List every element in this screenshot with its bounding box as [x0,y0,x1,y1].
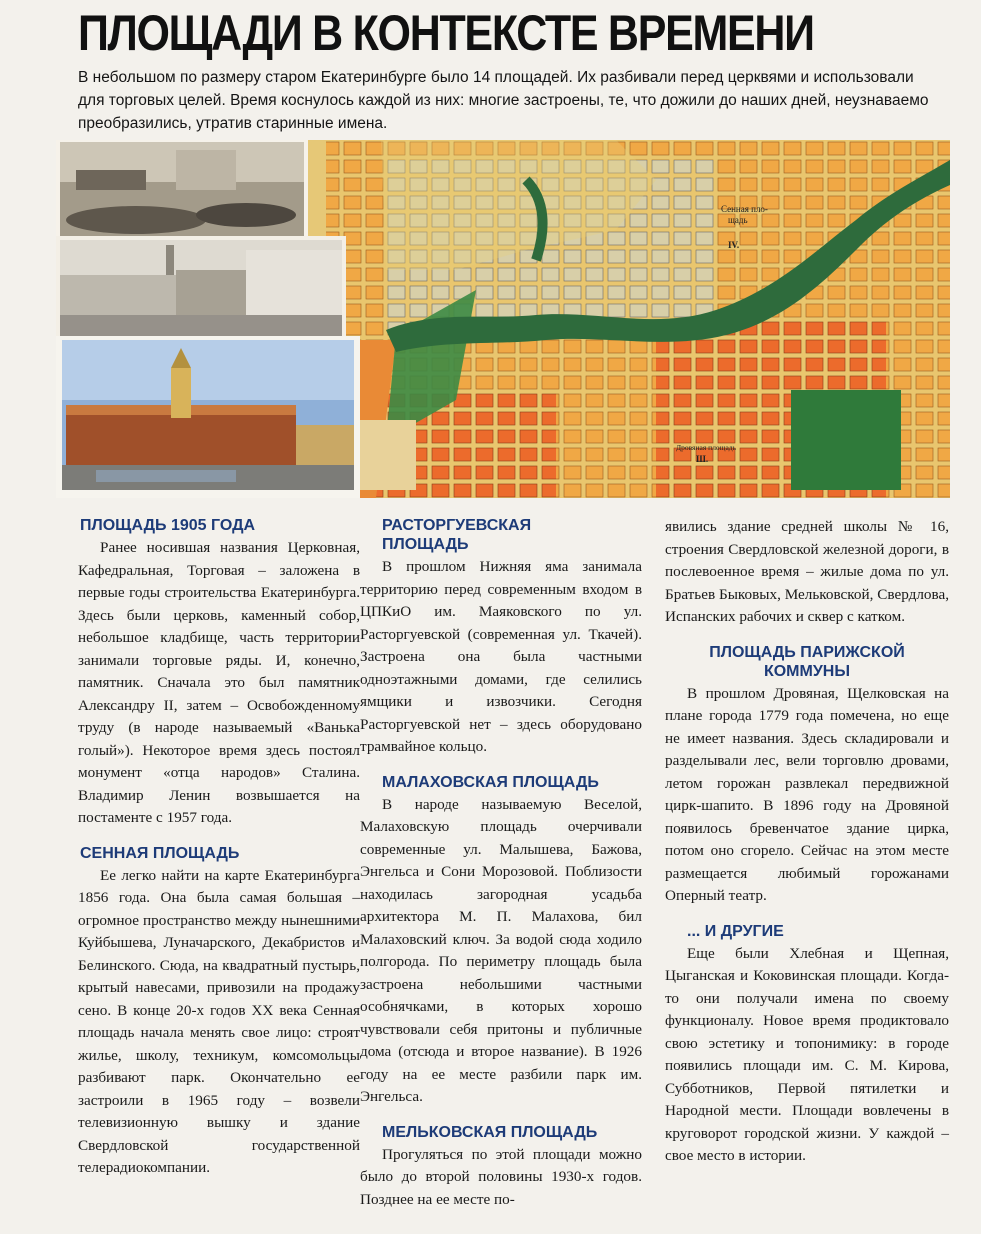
map-label-sennaya: Сенная пло- [721,204,768,214]
lead-paragraph: В небольшом по размеру старом Екатеринбурге было 14 площадей. Их разбивали перед церквями и использовали для торговых целей. Время коснулось каждой из них: многие застроены, те, что дожили до наших дней, неузнаваемо преобразились, утратив старинные имена. [78,69,929,132]
text-square-1905: Ранее носившая названия Церковная, Кафедральная, Торговая – заложена в первые годы строительства Екатеринбурга. Здесь были церковь, каменный собор, небольшое кладбище, часть территории занимали торговые ряды. И, конечно, памятник. Сначала это был памятник Александру II, затем – Освобожденному труду (в народе называемый «Ванька голый»). Некоторое время здесь постоял монумент «отца народов» Сталина. Владимир Ленин возвышается на постаменте с 1957 года. [78,539,360,826]
map-label-lower: Дровяная площадь [676,443,737,452]
map-label-roman-iii: Ш. [696,454,709,464]
heading-melkov: МЕЛЬКОВСКАЯ ПЛОЩАДЬ [382,1123,598,1141]
heading-others: ... И ДРУГИЕ [687,922,784,940]
map-label-roman-iv: IV. [728,240,740,250]
heading-malakhov: МАЛАХОВСКАЯ ПЛОЩАДЬ [382,773,599,791]
text-others: Еще были Хлебная и Щепная, Цыганская и Коковинская площади. Когда-то они получали имена по своему функционалу. Новое время продиктовало свою эстетику и топонимику: в городе появились площади им. С. М. Кирова, Субботников, Первой пятилетки и Народной мести. Площади вовлечены в круговорот городской жизни. У каждой – свое место в истории. [665,944,949,1164]
administration-building-photo [56,336,360,498]
text-melkov: Прогуляться по этой площади можно было до второй половины 1930-х годов. Позднее на ее месте по- [360,1145,642,1208]
text-paris-commune: В прошлом Дровяная, Щелковская на плане города 1779 года помечена, но еще не имеет названия. Здесь складировали и разделывали лес, вели торговлю дровами, летом горожан развлекал передвижной цирк-шапито. В 1896 году на Дровяной появилось бревенчатое здание цирка, потом оно сгорело. Сейчас на этом месте размещается любимый горожанами Оперный театр. [665,684,949,904]
heading-rastorguev: РАСТОРГУЕВСКАЯ ПЛОЩАДЬ [382,517,532,553]
column-1 [78,516,360,1194]
section-paris-commune [665,643,949,908]
heading-paris-commune: ПЛОЩАДЬ ПАРИЖСКОЙ КОММУНЫ [709,643,905,680]
section-rastorguev [360,516,642,759]
heading-square-1905: ПЛОЩАДЬ 1905 ГОДА [80,517,256,534]
section-others [665,922,949,1168]
section-melkov [360,1123,642,1212]
text-rastorguev: В прошлом Нижняя яма занимала территорию перед современным входом в ЦПКиО им. Маяковского по ул. Расторгуевской (современная ул. Ткачей). Застроена она была частными одноэтажными домами, где селились ямщики и извозчики. Сегодня Расторгуевской нет – здесь оборудовано трамвайное кольцо. [360,558,642,755]
section-melkov-continued [665,516,949,629]
page-title: ПЛОЩАДИ В КОНТЕКСТЕ ВРЕМЕНИ [78,5,814,61]
city-map-illustration [56,140,950,498]
section-malakhov [360,773,642,1109]
section-square-1905 [78,516,360,830]
map-photo-collage [56,140,950,498]
old-street-photo [56,236,346,344]
old-market-photo [56,140,308,242]
section-sennaya [78,844,360,1180]
heading-sennaya: СЕННАЯ ПЛОЩАДЬ [80,844,240,862]
column-3 [665,516,949,1182]
column-2 [360,516,642,1225]
text-malakhov: В народе называемую Веселой, Малаховскую площадь очерчивали современные ул. Малышева, Бажова, Энгельса и Сони Морозовой. Поблизости находилась загородная усадьба архитектора М. П. Малахова, бил Малаховский ключ. За водой сюда ходило полгорода. По периметру площадь была застроена небольшими частными особнячками, в которых хорошо чувствовали себя притоны и публичные дома (отсюда и второе название). В 1926 году на ее месте разбили парк им. Энгельса. [360,795,642,1105]
text-melkov-continued: явились здание средней школы № 16, строения Свердловской железной дороги, в послевоенное время – жилые дома по ул. Братьев Быковых, Мельковской, Свердлова, Испанских рабочих и сквер с катком. [665,518,949,625]
text-sennaya: Ее легко найти на карте Екатеринбурга 1856 года. Она была самая большая – огромное пространство между нынешними Куйбышева, Луначарского, Декабристов и Белинского. Сюда, на квадратный пустырь, крытый навесами, привозили на продажу сено. В конце 20-х годов XX века Сенная площадь начала менять свое лицо: строят жилье, школу, техникум, комсомольцы разбивают парк. Окончательно ее застроили в 1965 году – возвели телевизионную вышку и здание Свердловской государственной телерадиокомпании. [78,866,360,1176]
map-label-sennaya-2: щадь [728,215,748,225]
